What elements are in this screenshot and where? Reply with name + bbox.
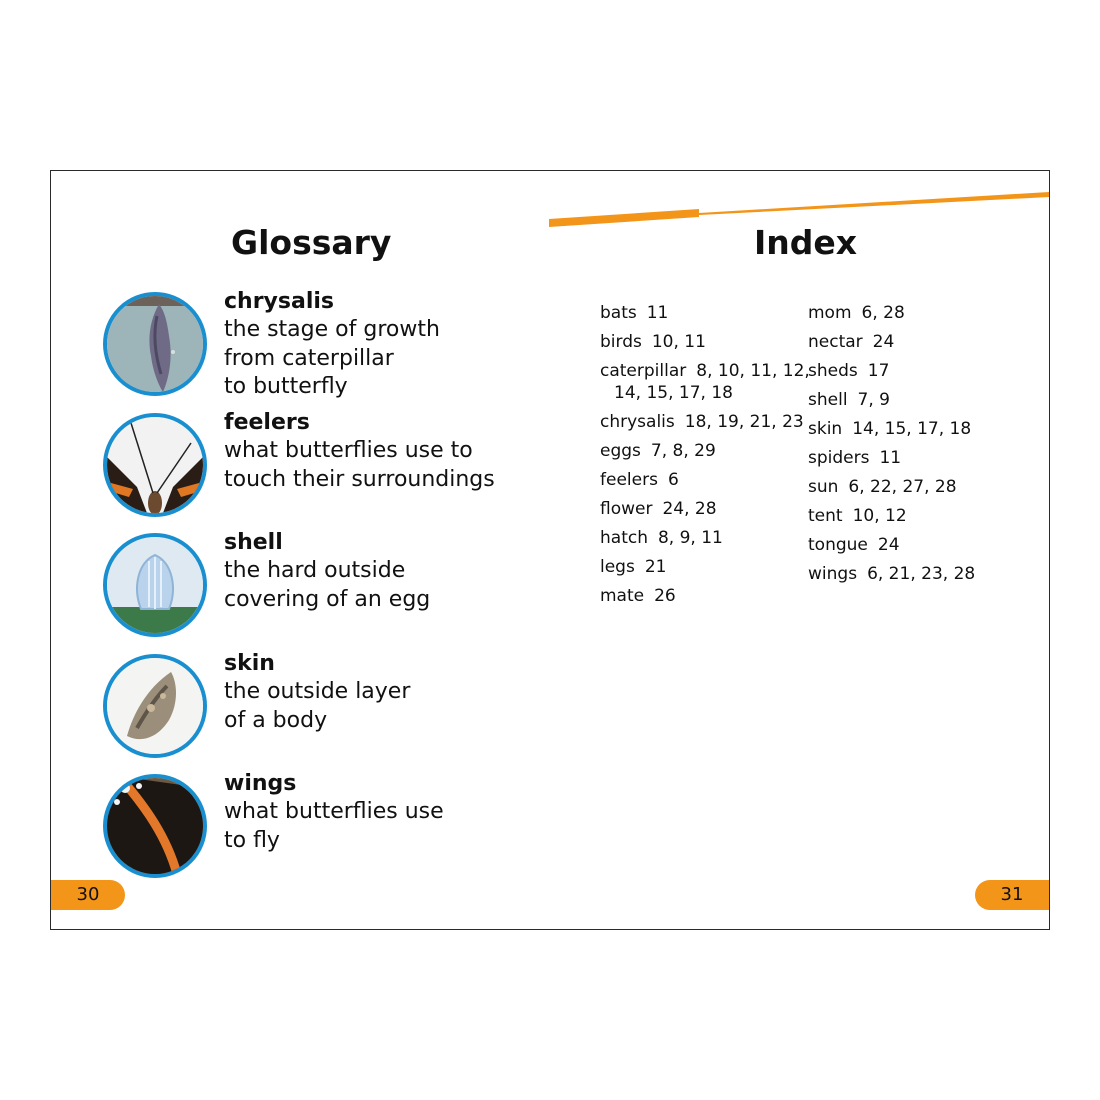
index-entry: flower 24, 28 [600, 499, 717, 519]
chrysalis-photo [103, 292, 207, 396]
shed-skin-photo [103, 654, 207, 758]
index-entry: mom 6, 28 [808, 303, 905, 323]
index-column-left [600, 302, 810, 614]
index-column-right [808, 302, 1028, 592]
glossary-term: chrysalis [224, 289, 335, 314]
page-number-left: 30 [51, 880, 125, 910]
glossary-definition: the outside layer of a body [224, 679, 411, 733]
glossary-heading: Glossary [231, 223, 392, 262]
index-entry: legs 21 [600, 557, 667, 577]
index-entry: tent 10, 12 [808, 506, 907, 526]
index-entry: spiders 11 [808, 448, 902, 468]
glossary-definition: the stage of growth from caterpillar to butterfly [224, 317, 440, 399]
glossary-term: shell [224, 530, 283, 555]
book-spread [50, 170, 1050, 930]
glossary-entry-skin [103, 651, 543, 764]
index-entry: bats 11 [600, 303, 669, 323]
glossary-entry-wings [103, 771, 543, 884]
page-number-right: 31 [975, 880, 1049, 910]
glossary-definition: the hard outside covering of an egg [224, 558, 431, 612]
glossary-term: skin [224, 651, 275, 676]
index-entry: skin 14, 15, 17, 18 [808, 419, 972, 439]
index-entry: chrysalis 18, 19, 21, 23 [600, 412, 804, 432]
butterfly-antennae-photo [103, 413, 207, 517]
index-entry: feelers 6 [600, 470, 679, 490]
index-entry: mate 26 [600, 586, 676, 606]
index-entry: hatch 8, 9, 11 [600, 528, 723, 548]
glossary-term: wings [224, 771, 297, 796]
glossary-entry-shell [103, 530, 543, 643]
glossary-term: feelers [224, 410, 310, 435]
glossary-entry-chrysalis [103, 289, 543, 402]
index-entry: sun 6, 22, 27, 28 [808, 477, 957, 497]
index-entry: shell 7, 9 [808, 390, 890, 410]
butterfly-wing-photo [103, 774, 207, 878]
index-entry: sheds 17 [808, 361, 890, 381]
glossary-entry-feelers [103, 410, 543, 523]
glossary-definition: what butterflies use to touch their surroundings [224, 438, 495, 492]
index-entry: nectar 24 [808, 332, 895, 352]
glossary-definition: what butterflies use to fly [224, 799, 444, 853]
index-entry: tongue 24 [808, 535, 900, 555]
index-heading: Index [754, 223, 858, 262]
index-entry: birds 10, 11 [600, 332, 706, 352]
index-entry: eggs 7, 8, 29 [600, 441, 716, 461]
index-entry: wings 6, 21, 23, 28 [808, 564, 976, 584]
orange-accent-stripe [51, 171, 1049, 231]
egg-shell-photo [103, 533, 207, 637]
index-entry: caterpillar 8, 10, 11, 12, 14, 15, 17, 18 [600, 361, 810, 403]
